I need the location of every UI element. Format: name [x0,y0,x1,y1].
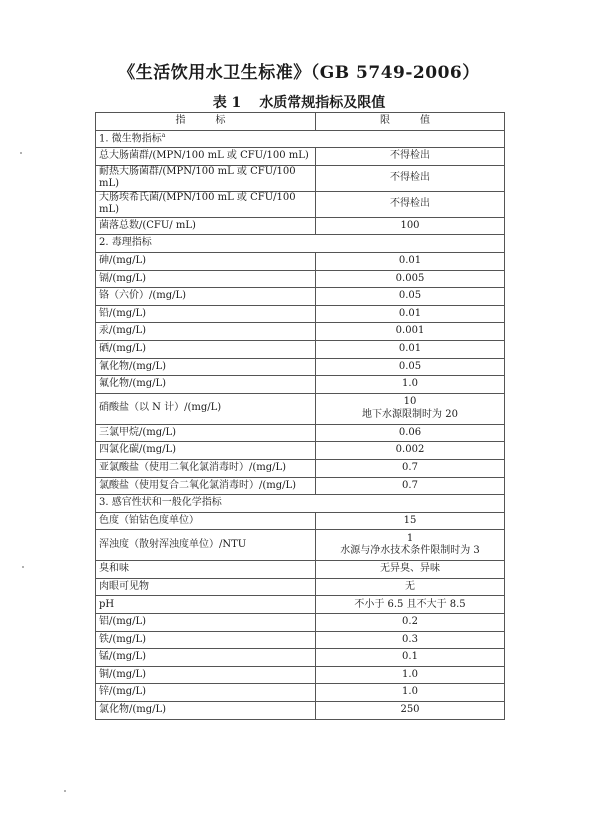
indicator-cell: 氯化物/(mg/L) [96,702,316,720]
table-row [96,512,505,530]
table-caption [0,92,598,112]
indicator-cell: 氯酸盐（使用复合二氧化氯消毒时）/(mg/L) [96,477,316,495]
limit-cell: 0.01 [316,340,505,358]
indicator-cell: 浑浊度（散射浑浊度单位）/NTU [96,530,316,561]
section-label [96,130,505,148]
limit-cell: 0.06 [316,424,505,442]
scan-mark [22,566,24,568]
limit-cell: 不得检出 [316,148,505,166]
table-row [96,393,505,424]
indicator-cell: 锌/(mg/L) [96,684,316,702]
indicator-cell: 氟化物/(mg/L) [96,376,316,394]
limit-cell [316,393,505,424]
indicator-cell: 耐热大肠菌群/(MPN/100 mL 或 CFU/100 mL) [96,165,316,191]
indicator-cell: pH [96,596,316,614]
indicator-cell: 亚氯酸盐（使用二氧化氯消毒时）/(mg/L) [96,459,316,477]
section-label-text: 2. 毒理指标 [99,237,152,249]
limit-cell: 1.0 [316,666,505,684]
limit-cell: 0.01 [316,252,505,270]
scan-mark [64,790,66,792]
table-row [96,323,505,341]
footnote-marker: a [161,131,166,139]
header-limit: 限 值 [316,113,505,131]
limit-cell [316,530,505,561]
table-caption-text: 水质常规指标及限值 [259,95,386,111]
table-row [96,252,505,270]
header-indicator: 指 标 [96,113,316,131]
water-quality-table [95,112,505,720]
table-row [96,165,505,191]
limit-note: 地下水源限制时为 20 [362,408,458,420]
indicator-cell: 铜/(mg/L) [96,666,316,684]
table-row [96,578,505,596]
table-body [96,130,505,719]
table-row [96,477,505,495]
table-row [96,530,505,561]
table-row [96,649,505,667]
section-label-text: 1. 微生物指标 [99,133,162,145]
indicator-cell: 肉眼可见物 [96,578,316,596]
limit-cell: 无异臭、异味 [316,561,505,579]
indicator-cell: 总大肠菌群/(MPN/100 mL 或 CFU/100 mL) [96,148,316,166]
indicator-cell: 铝/(mg/L) [96,614,316,632]
table-row [96,702,505,720]
indicator-cell: 硝酸盐（以 N 计）/(mg/L) [96,393,316,424]
limit-cell: 0.002 [316,442,505,460]
table-row [96,596,505,614]
limit-cell: 15 [316,512,505,530]
table-row [96,561,505,579]
table-row [96,148,505,166]
indicator-cell: 硒/(mg/L) [96,340,316,358]
scan-mark [20,152,22,154]
indicator-cell: 铁/(mg/L) [96,631,316,649]
indicator-cell: 铅/(mg/L) [96,305,316,323]
section-label [96,495,505,513]
limit-cell: 0.1 [316,649,505,667]
table-row [96,459,505,477]
limit-cell: 0.01 [316,305,505,323]
limit-cell: 0.05 [316,358,505,376]
limit-value: 10 [403,396,417,408]
page-title: 《生活饮用水卫生标准》（GB 5749-2006） [118,63,480,83]
table-row [96,270,505,288]
indicator-cell: 锰/(mg/L) [96,649,316,667]
limit-cell: 100 [316,217,505,235]
section-label [96,235,505,253]
table-row [96,376,505,394]
limit-cell: 无 [316,578,505,596]
section-row [96,495,505,513]
limit-cell: 250 [316,702,505,720]
limit-cell: 不得检出 [316,191,505,217]
limit-cell: 不得检出 [316,165,505,191]
table-header-row [96,113,505,131]
indicator-cell: 四氯化碳/(mg/L) [96,442,316,460]
table-row [96,424,505,442]
limit-cell: 1.0 [316,684,505,702]
indicator-cell: 汞/(mg/L) [96,323,316,341]
section-label-text: 3. 感官性状和一般化学指标 [99,497,222,509]
table-row [96,684,505,702]
table-row [96,340,505,358]
limit-cell: 0.7 [316,459,505,477]
table-row [96,442,505,460]
limit-cell: 0.05 [316,288,505,306]
table-row [96,614,505,632]
indicator-cell: 氰化物/(mg/L) [96,358,316,376]
indicator-cell: 三氯甲烷/(mg/L) [96,424,316,442]
limit-cell: 0.3 [316,631,505,649]
limit-cell: 不小于 6.5 且不大于 8.5 [316,596,505,614]
section-row [96,235,505,253]
limit-note: 水源与净水技术条件限制时为 3 [340,545,480,557]
indicator-cell: 砷/(mg/L) [96,252,316,270]
limit-cell: 1.0 [316,376,505,394]
indicator-cell: 大肠埃希氏菌/(MPN/100 mL 或 CFU/100 mL) [96,191,316,217]
table-row [96,631,505,649]
limit-cell: 0.005 [316,270,505,288]
limit-cell: 0.001 [316,323,505,341]
table-row [96,305,505,323]
limit-cell: 0.2 [316,614,505,632]
indicator-cell: 臭和味 [96,561,316,579]
table-number: 表 1 [212,95,242,111]
table-row [96,358,505,376]
indicator-cell: 铬（六价）/(mg/L) [96,288,316,306]
section-row [96,130,505,148]
table-row [96,191,505,217]
table-row [96,217,505,235]
limit-cell: 0.7 [316,477,505,495]
table-row [96,288,505,306]
indicator-cell: 菌落总数/(CFU/ mL) [96,217,316,235]
table-row [96,666,505,684]
limit-value: 1 [406,532,414,544]
indicator-cell: 镉/(mg/L) [96,270,316,288]
indicator-cell: 色度（铂钴色度单位） [96,512,316,530]
